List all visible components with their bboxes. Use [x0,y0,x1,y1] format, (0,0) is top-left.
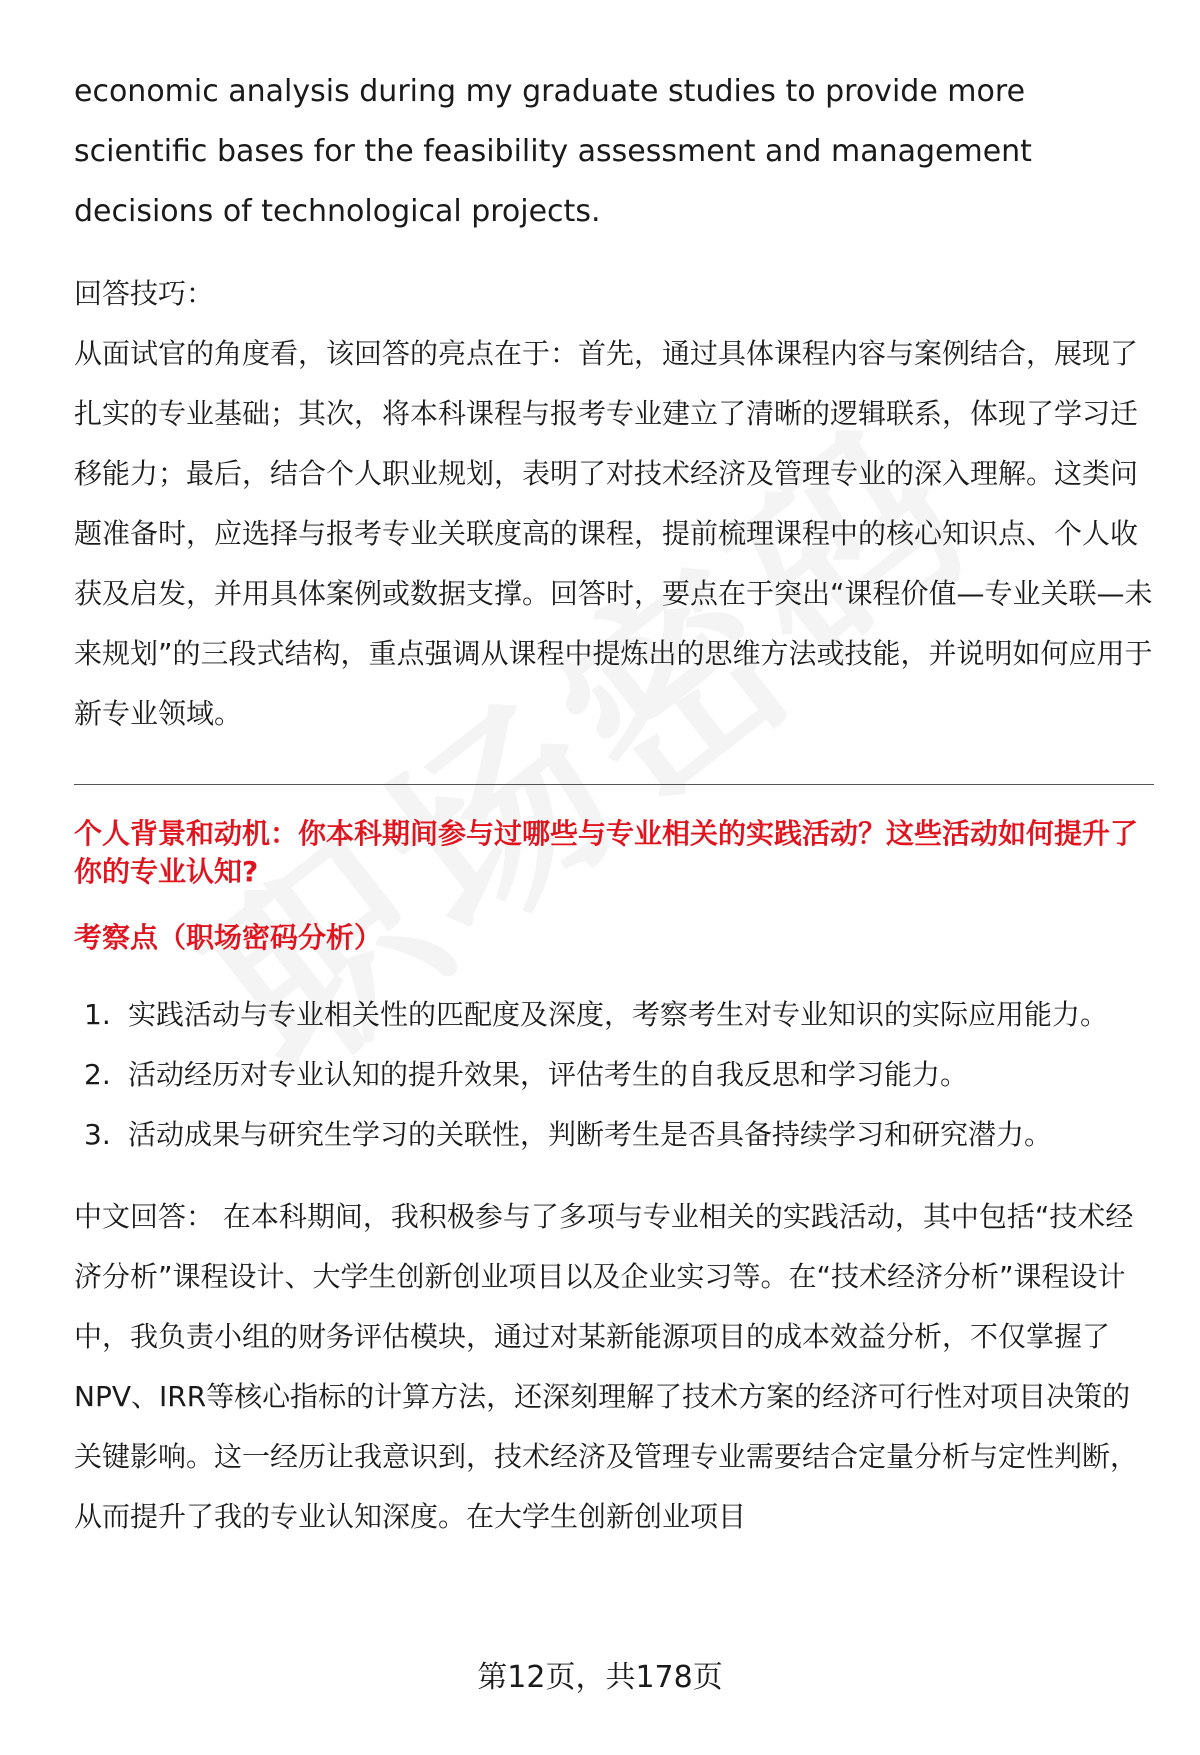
analysis-section-label: 考察点（职场密码分析） [74,921,383,954]
list-item-number: 2. [84,1058,111,1091]
list-item-number: 1. [84,998,111,1031]
list-item-number: 3. [84,1118,111,1151]
section-divider [74,784,1154,785]
page-footer: 第12页，共178页 [477,1660,723,1695]
document-body [74,62,1154,1547]
list-item-text: 活动经历对专业认知的提升效果，评估考生的自我反思和学习能力。 [128,1058,969,1091]
list-item [74,1105,1154,1165]
analysis-points-list [74,985,1154,1165]
list-item [74,1045,1154,1105]
answer-paragraph: 中文回答： 在本科期间，我积极参与了多项与专业相关的实践活动，其中包括“技术经济分析”课程设计、大学生创新创业项目以及企业实习等。在“技术经济分析”课程设计中，我负责小组的财务评估模块，通过对某新能源项目的成本效益分析，不仅掌握了NPV、IRR等核心指标的计算方法，还深刻理解了技术方案的经济可行性对项目决策的关键影响。这一经历让我意识到，技术经济及管理专业需要结合定量分析与定性判断，从而提升了我的专业认知深度。在大学生创新创业项目 [74,1200,1139,1533]
list-item-text: 活动成果与研究生学习的关联性，判断考生是否具备持续学习和研究潜力。 [128,1118,1053,1151]
list-item-text: 实践活动与专业相关性的匹配度及深度，考察考生对专业知识的实际应用能力。 [128,998,1109,1031]
question-title: 个人背景和动机：你本科期间参与过哪些与专业相关的实践活动？这些活动如何提升了你的专业认知? [74,817,1139,888]
intro-paragraph: economic analysis during my graduate studies to provide more scientific bases for the feasibility assessment and management decisions of technological projects. [74,74,1032,229]
tips-body: 从面试官的角度看，该回答的亮点在于：首先，通过具体课程内容与案例结合，展现了扎实的专业基础；其次，将本科课程与报考专业建立了清晰的逻辑联系，体现了学习迁移能力；最后，结合个人职业规划，表明了对技术经济及管理专业的深入理解。这类问题准备时，应选择与报考专业关联度高的课程，提前梳理课程中的核心知识点、个人收获及启发，并用具体案例或数据支撑。回答时，要点在于突出“课程价值—专业关联—未来规划”的三段式结构，重点强调从课程中提炼出的思维方法或技能，并说明如何应用于新专业领域。 [74,337,1153,730]
tips-label: 回答技巧： [74,277,215,310]
list-item [74,985,1154,1045]
